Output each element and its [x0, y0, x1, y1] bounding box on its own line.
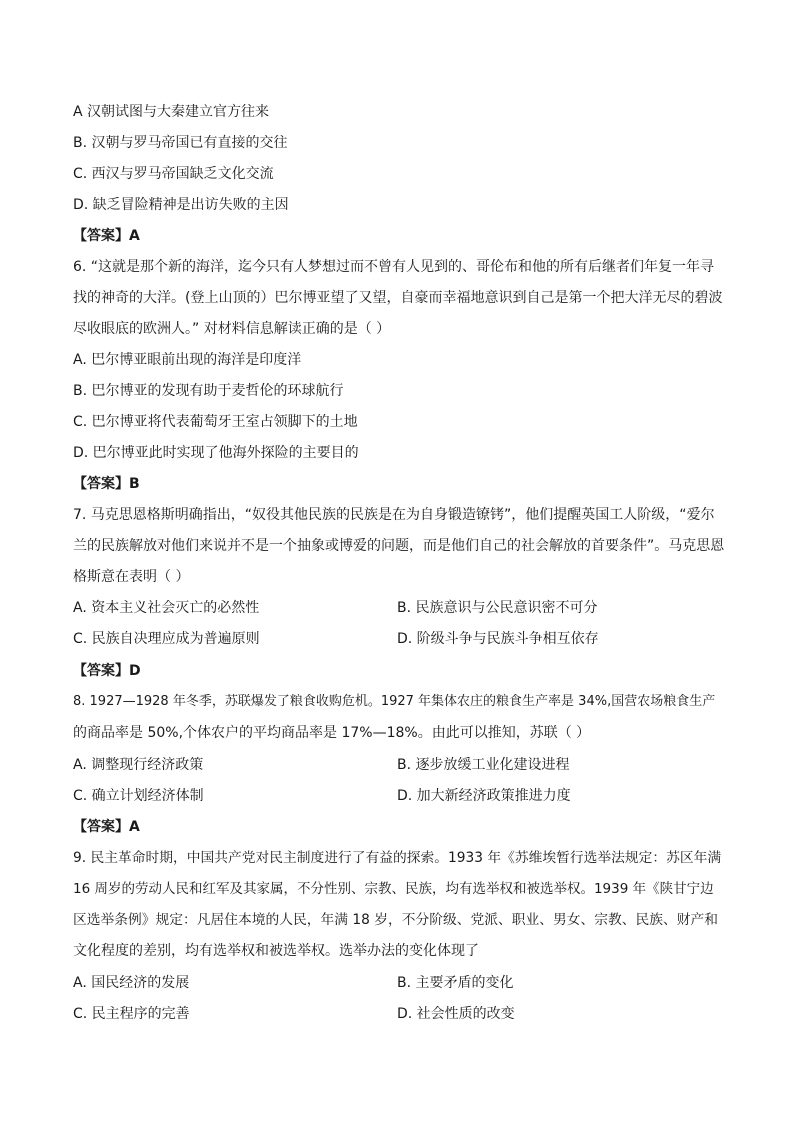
q9-stem-line: 9. 民主革命时期，中国共产党对民主制度进行了有益的探索。1933 年《苏维埃暂行选举法规定：苏区年满 — [73, 850, 722, 866]
q8-option-b: B. 逐步放缓工业化建设进程 — [397, 757, 570, 773]
q5-answer: 【答案】A — [73, 228, 140, 244]
q6-answer: 【答案】B — [73, 476, 140, 492]
q7-stem-line: 7. 马克思恩格斯明确指出，“奴役其他民族的民族是在为自身锻造镣铐”，他们提醒英国工人阶级，“爱尔 — [73, 507, 715, 523]
q7-option-b: B. 民族意识与公民意识密不可分 — [397, 600, 598, 616]
q8-stem-line: 8. 1927—1928 年冬季，苏联爆发了粮食收购危机。1927 年集体农庄的粮食生产率是 34%,国营农场粮食生产 — [73, 694, 716, 709]
q8-stem-line: 的商品率是 50%,个体农户的平均商品率是 17%—18%。由此可以推知，苏联（ ） — [73, 725, 591, 741]
q9-stem-line: 文化程度的差别，均有选举权和被选举权。选举办法的变化体现了 — [73, 943, 479, 959]
q5-option-b: B. 汉朝与罗马帝国已有直接的交往 — [73, 135, 288, 151]
q8-option-a: A. 调整现行经济政策 — [73, 757, 204, 773]
q9-option-d: D. 社会性质的改变 — [397, 1006, 515, 1022]
q9-option-a: A. 国民经济的发展 — [73, 975, 190, 991]
q9-stem-line: 16 周岁的劳动人民和红军及其家属，不分性别、宗教、民族，均有选举权和被选举权。1939 年《陕甘宁边 — [73, 881, 714, 897]
q5-option-c: C. 西汉与罗马帝国缺乏文化交流 — [73, 166, 274, 182]
q7-option-d: D. 阶级斗争与民族斗争相互依存 — [397, 631, 599, 647]
q8-option-c: C. 确立计划经济体制 — [73, 788, 204, 804]
q6-option-d: D. 巴尔博亚此时实现了他海外探险的主要目的 — [73, 445, 359, 461]
q7-option-a: A. 资本主义社会灭亡的必然性 — [73, 600, 260, 616]
q6-option-a: A. 巴尔博亚眼前出现的海洋是印度洋 — [73, 352, 302, 368]
q6-option-b: B. 巴尔博亚的发现有助于麦哲伦的环球航行 — [73, 383, 344, 399]
q5-option-d: D. 缺乏冒险精神是出访失败的主因 — [73, 197, 289, 213]
q6-option-c: C. 巴尔博亚将代表葡萄牙王室占领脚下的土地 — [73, 414, 358, 430]
q7-option-c: C. 民族自决理应成为普遍原则 — [73, 631, 260, 647]
q9-option-b: B. 主要矛盾的变化 — [397, 975, 514, 991]
q8-option-d: D. 加大新经济政策推进力度 — [397, 788, 571, 804]
q7-stem-line: 兰的民族解放对他们来说并不是一个抽象或博爱的问题，而是他们自己的社会解放的首要条件”。马克思恩 — [73, 538, 725, 554]
q5-option-a: A 汉朝试图与大秦建立官方往来 — [73, 104, 270, 120]
q7-answer: 【答案】D — [73, 663, 141, 679]
q6-stem-line: 6. “这就是那个新的海洋，迄今只有人梦想过而不曾有人见到的、哥伦布和他的所有后继者们年复一年寻 — [73, 259, 715, 275]
q8-answer: 【答案】A — [73, 819, 140, 835]
q9-stem-line: 区选举条例》规定：凡居住本境的人民，年满 18 岁，不分阶级、党派、职业、男女、宗教、民族、财产和 — [73, 912, 718, 928]
q9-option-c: C. 民主程序的完善 — [73, 1006, 190, 1022]
q6-stem-line: 找的神奇的大洋。(登上山顶的）巴尔博亚望了又望，自豪而幸福地意识到自己是第一个把大洋无尽的碧波 — [73, 290, 723, 306]
q7-stem-line: 格斯意在表明（ ） — [73, 569, 190, 585]
q6-stem-line: 尽收眼底的欧洲人。” 对材料信息解读正确的是（ ） — [73, 321, 391, 337]
